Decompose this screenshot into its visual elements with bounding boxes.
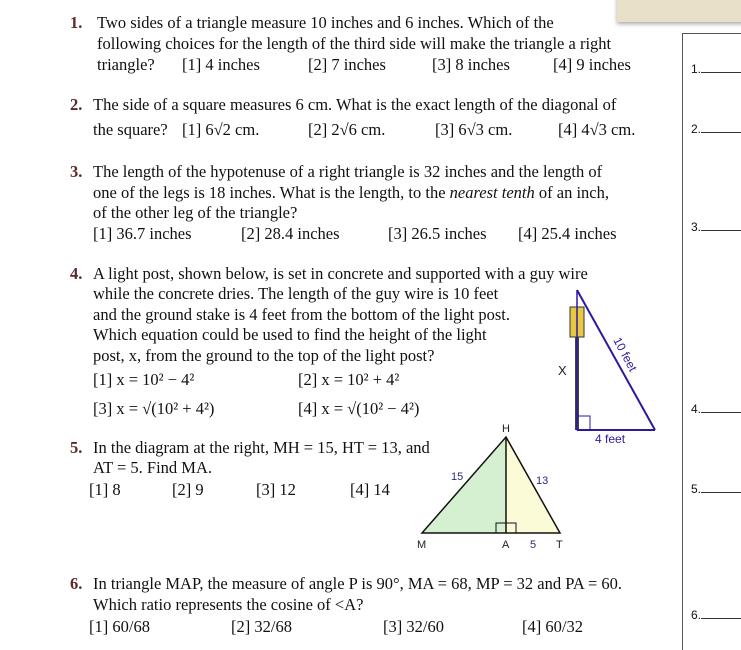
choice: [1] 6√2 cm. — [182, 120, 260, 139]
choice: [1] x = 10² − 4² — [93, 370, 195, 389]
choice: [3] 32/60 — [383, 617, 444, 636]
choice: [1] 8 — [89, 480, 121, 499]
choice: [3] 8 inches — [432, 55, 510, 74]
question-number: 2. — [70, 95, 83, 114]
answer-line-2[interactable]: 2. — [691, 122, 741, 136]
question-text: The side of a square measures 6 cm. What is the exact length of the diagonal of — [93, 95, 617, 114]
label-ht: 13 — [536, 475, 549, 487]
label-base: 4 feet — [595, 432, 626, 445]
choice: [4] x = √(10² − 4²) — [298, 399, 420, 418]
question-number: 3. — [70, 162, 83, 181]
question-text: In the diagram at the right, MH = 15, HT = 13, and — [93, 438, 430, 457]
choice: [2] 9 — [172, 480, 204, 499]
choice: [4] 9 inches — [553, 55, 631, 74]
vertex-t: T — [556, 539, 563, 551]
question-number: 6. — [70, 574, 83, 593]
choice: [2] 28.4 inches — [241, 224, 340, 243]
question-text: In triangle MAP, the measure of angle P is 90°, MA = 68, MP = 32 and PA = 60. — [93, 574, 623, 593]
vertex-h: H — [502, 423, 510, 435]
choice: [1] 4 inches — [182, 55, 260, 74]
label-x: X — [558, 363, 567, 378]
question-text: of the other leg of the triangle? — [93, 203, 298, 222]
question-text: Two sides of a triangle measure 10 inches and 6 inches. Which of the — [97, 13, 554, 32]
question-number: 5. — [70, 438, 83, 457]
question-text: AT = 5. Find MA. — [93, 458, 213, 477]
question-text: one of the legs is 18 inches. What is the length, to the nearest tenth of an inch, — [93, 183, 609, 202]
choice: [4] 14 — [350, 480, 390, 499]
answer-line-4[interactable]: 4. — [691, 402, 741, 416]
choice: [4] 60/32 — [522, 617, 583, 636]
logo-image — [617, 0, 741, 22]
choice: [3] 12 — [256, 480, 296, 499]
choice: [2] 2√6 cm. — [308, 120, 386, 139]
guy-wire — [577, 290, 655, 430]
choice: [2] 7 inches — [308, 55, 386, 74]
question-text: while the concrete dries. The length of the guy wire is 10 feet — [93, 284, 499, 303]
answer-line-1[interactable]: 1. — [691, 62, 741, 76]
choice: [3] 26.5 inches — [388, 224, 487, 243]
choice: [1] 36.7 inches — [93, 224, 192, 243]
question-text: Which equation could be used to find the height of the light — [93, 325, 487, 344]
answer-line-6[interactable]: 6. — [691, 608, 741, 622]
answer-line-3[interactable]: 3. — [691, 220, 741, 234]
question-text: post, x, from the ground to the top of the light post? — [93, 346, 435, 365]
question-text: the square? — [93, 120, 168, 139]
question-text: The length of the hypotenuse of a right triangle is 32 inches and the length of — [93, 162, 603, 181]
answer-line-5[interactable]: 5. — [691, 482, 741, 496]
choice: [3] 6√3 cm. — [435, 120, 513, 139]
triangle-diagram — [410, 420, 580, 552]
label-mh: 15 — [451, 471, 464, 483]
question-text: and the ground stake is 4 feet from the bottom of the light post. — [93, 305, 511, 324]
question-text: following choices for the length of the third side will make the triangle a right — [97, 34, 612, 53]
question-text: triangle? — [97, 55, 155, 74]
vertex-m: M — [417, 539, 427, 551]
choice: [2] 32/68 — [231, 617, 292, 636]
question-text: Which ratio represents the cosine of <A? — [93, 595, 364, 614]
choice: [1] 60/68 — [89, 617, 150, 636]
choice: [4] 25.4 inches — [518, 224, 617, 243]
choice: [2] x = 10² + 4² — [298, 370, 400, 389]
vertex-a: A — [502, 539, 510, 551]
choice: [3] x = √(10² + 4²) — [93, 399, 215, 418]
choice: [4] 4√3 cm. — [558, 120, 636, 139]
question-number: 1. — [70, 13, 83, 32]
question-text: A light post, shown below, is set in concrete and supported with a guy wire — [93, 264, 588, 283]
label-hyp: 10 feet — [610, 334, 640, 374]
label-at: 5 — [530, 539, 537, 551]
question-number: 4. — [70, 264, 83, 283]
